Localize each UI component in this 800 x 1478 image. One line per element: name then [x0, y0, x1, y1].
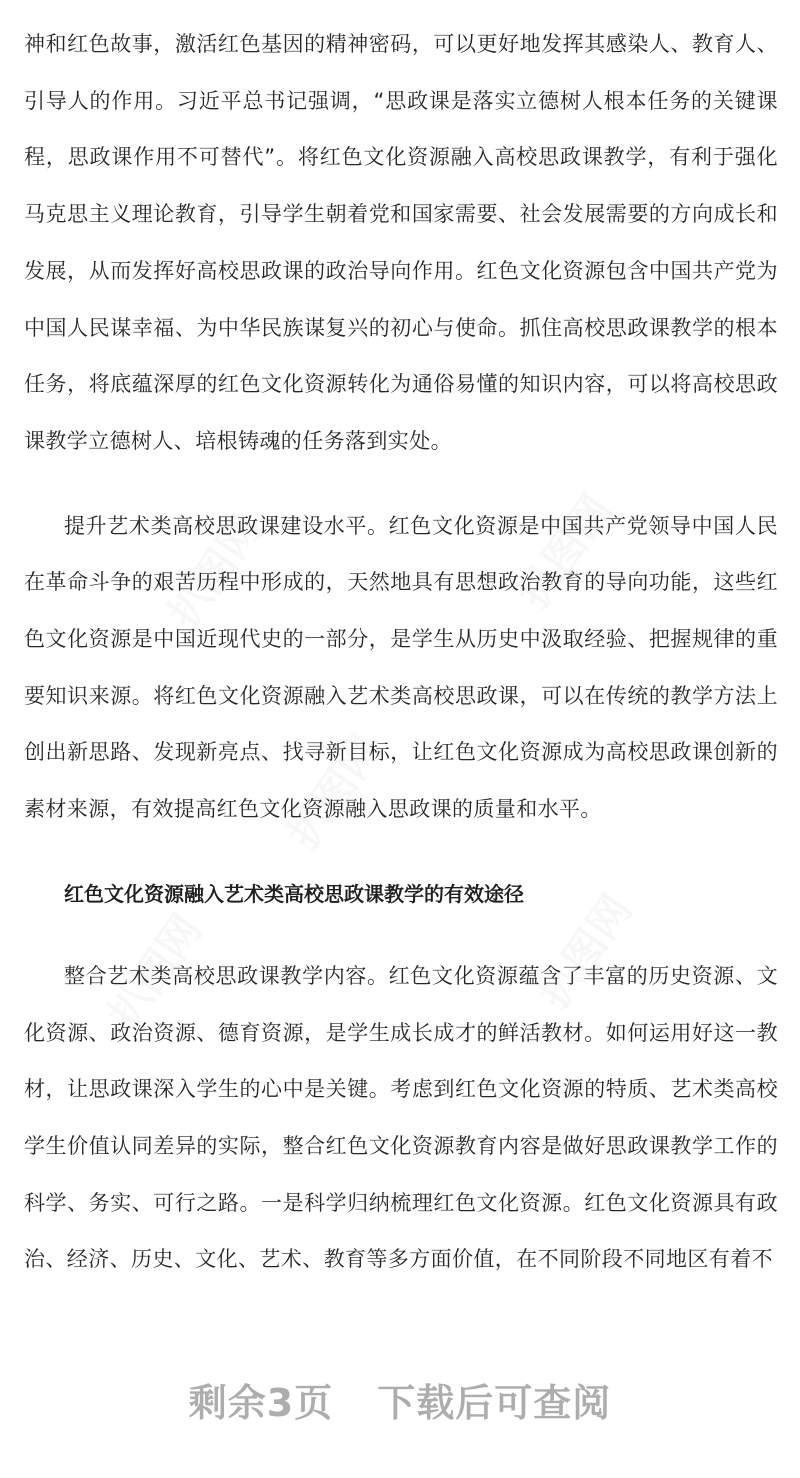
paragraph: 提升艺术类高校思政课建设水平。红色文化资源是中国共产党领导中国人民在革命斗争的艰苦历程中形成的，天然地具有思想政治教育的导向功能，这些红色文化资源是中国近现代史的一部分，是学生从历史中汲取经验、把握规律的重要知识来源。将红色文化资源融入艺术类高校思政课，可以在传统的教学方法上创出新思路、发现新亮点、找寻新目标，让红色文化资源成为高校思政课创新的素材来源，有效提高红色文化资源融入思政课的质量和水平。 — [24, 513, 778, 822]
article-body — [24, 16, 778, 1288]
download-hint-label: 下载后可查阅 — [377, 1381, 612, 1425]
watermark: 扒图网 — [158, 505, 272, 638]
section-heading: 红色文化资源融入艺术类高校思政课教学的有效途径 — [64, 881, 524, 906]
watermark: 扒图网 — [278, 725, 392, 858]
watermark: 扒图网 — [508, 485, 622, 618]
paragraph-continued: 神和红色故事，激活红色基因的精神密码，可以更好地发挥其感染人、教育人、引导人的作用。习近平总书记强调，“思政课是落实立德树人根本任务的关键课程，思政课作用不可替代”。将红色文化资源融入高校思政课教学，有利于强化马克思主义理论教育，引导学生朝着党和国家需要、社会发展需要的方向成长和发展，从而发挥好高校思政课的政治导向作用。红色文化资源包含中国共产党为中国人民谋幸福、为中华民族谋复兴的初心与使命。抓住高校思政课教学的根本任务，将底蕴深厚的红色文化资源转化为通俗易懂的知识内容，可以将高校思政课教学立德树人、培根铸魂的任务落到实处。 — [24, 32, 778, 453]
download-prompt[interactable] — [0, 1372, 800, 1427]
remaining-pages-label: 剩余3页 — [188, 1381, 334, 1425]
paragraph: 整合艺术类高校思政课教学内容。红色文化资源蕴含了丰富的历史资源、文化资源、政治资源、德育资源，是学生成长成才的鲜活教材。如何运用好这一教材，让思政课深入学生的心中是关键。考虑到红色文化资源的特质、艺术类高校学生价值认同差异的实际，整合红色文化资源教育内容是做好思政课教学工作的科学、务实、可行之路。一是科学归纳梳理红色文化资源。红色文化资源具有政治、经济、历史、文化、艺术、教育等多方面价值，在不同阶段不同地区有着不 — [24, 963, 778, 1272]
watermark: 扒图网 — [528, 885, 642, 1018]
watermark: 扒图网 — [98, 905, 212, 1038]
